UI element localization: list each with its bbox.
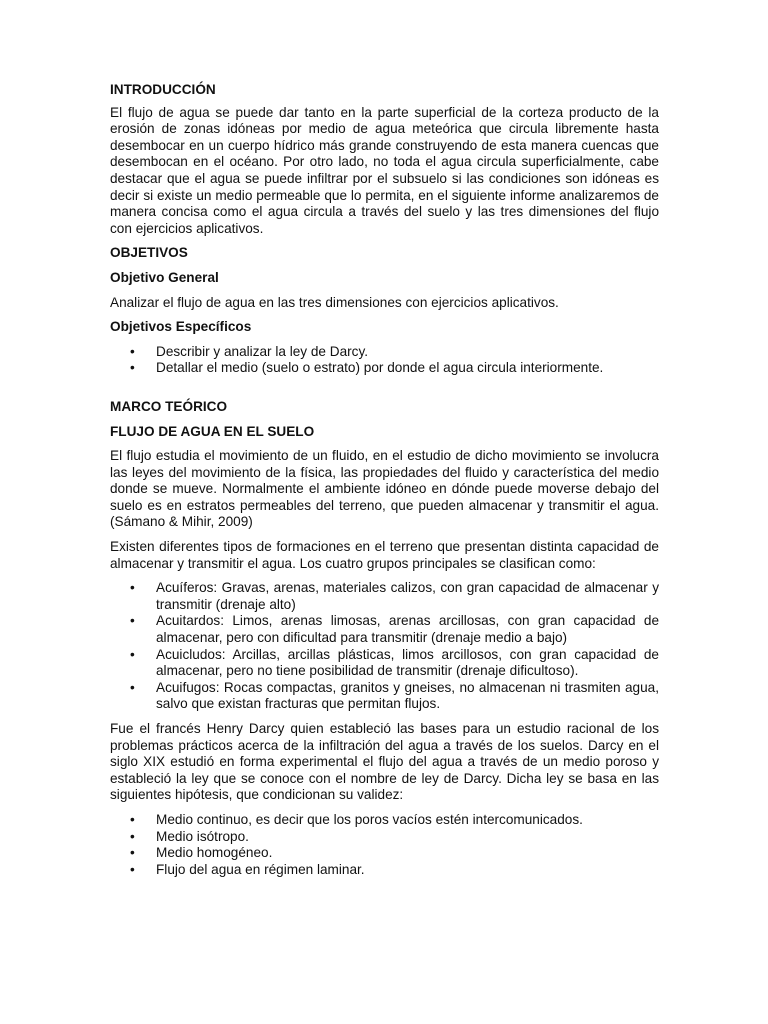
list-item xyxy=(110,613,659,646)
list-item xyxy=(110,580,659,613)
list-item xyxy=(110,360,659,377)
list-item-text: Medio continuo, es decir que los poros vacíos estén intercomunicados. xyxy=(156,811,583,827)
bullet-icon: • xyxy=(130,679,135,695)
objectives-heading: OBJETIVOS xyxy=(110,245,188,261)
bullet-icon: • xyxy=(130,646,135,662)
general-objective-text: Analizar el flujo de agua en las tres dimensiones con ejercicios aplicativos. xyxy=(110,294,559,310)
list-item xyxy=(110,829,659,846)
list-item xyxy=(110,680,659,713)
bullet-icon: • xyxy=(130,861,135,877)
list-item xyxy=(110,344,659,361)
list-item-text: Acuíferos: Gravas, arenas, materiales calizos, con gran capacidad de almacenar y transmitir (drenaje alto) xyxy=(156,580,659,612)
bullet-icon: • xyxy=(130,343,135,359)
bullet-icon: • xyxy=(130,360,135,376)
specific-objectives-heading: Objetivos Específicos xyxy=(110,319,252,335)
flow-heading: FLUJO DE AGUA EN EL SUELO xyxy=(110,423,315,439)
formations-paragraph: Existen diferentes tipos de formaciones en el terreno que presentan distinta capacidad de almacenar y transmitir el agua. Los cuatro grupos principales se clasifican como: xyxy=(110,539,659,571)
list-item-text: Acuifugos: Rocas compactas, granitos y gneises, no almacenan ni trasmiten agua, salvo que existan fracturas que permitan flujos. xyxy=(156,679,659,712)
list-item-text: Acuicludos: Arcillas, arcillas plásticas, limos arcillosos, con gran capacidad de almacenar, pero no tiene posibilidad de transmitir (drenaje dificultoso). xyxy=(156,646,659,679)
list-item-text: Detallar el medio (suelo o estrato) por donde el agua circula interiormente. xyxy=(156,360,604,376)
formations-list xyxy=(110,580,659,713)
bullet-icon: • xyxy=(130,613,135,629)
intro-heading: INTRODUCCIÓN xyxy=(110,82,216,97)
list-item xyxy=(110,812,659,829)
darcy-paragraph: Fue el francés Henry Darcy quien estableció las bases para un estudio racional de los problemas prácticos acerca de la infiltración del agua a través de los suelos. Darcy en el siglo XIX estudió en forma experimental el flujo del agua a través de un medio poroso y estableció la ley que se conoce con el nombre de ley de Darcy. Dicha ley se basa en las siguientes hipótesis, que condicionan su validez: xyxy=(110,721,659,803)
bullet-icon: • xyxy=(130,580,135,596)
list-item-text: Medio homogéneo. xyxy=(156,845,273,861)
list-item xyxy=(110,845,659,862)
list-item-text: Acuitardos: Limos, arenas limosas, arenas arcillosas, con gran capacidad de almacenar, pero con dificultad para transmitir (drenaje medio a bajo) xyxy=(156,613,659,646)
list-item xyxy=(110,647,659,680)
list-item-text: Medio isótropo. xyxy=(156,828,249,844)
list-item-text: Flujo del agua en régimen laminar. xyxy=(156,861,365,877)
general-objective-heading: Objetivo General xyxy=(110,269,219,285)
list-item-text: Describir y analizar la ley de Darcy. xyxy=(156,343,369,359)
document-page xyxy=(110,82,659,878)
framework-heading: MARCO TEÓRICO xyxy=(110,398,228,414)
intro-paragraph: El flujo de agua se puede dar tanto en la parte superficial de la corteza producto de la erosión de zonas idóneas por medio de agua meteórica que circula libremente hasta desembocar en un cuerpo hídrico más grande construyendo de esta manera cuencas que desembocan en el océano. Por otro lado, no toda el agua circula superficialmente, cabe destacar que el agua se puede infiltrar por el subsuelo si las condiciones son idóneas es decir si existe un medio permeable que lo permita, en el siguiente informe analizaremos de manera concisa como el agua circula a través del suelo y las tres dimensiones del flujo con ejercicios aplicativos. xyxy=(110,104,659,236)
list-item xyxy=(110,862,659,879)
specific-objectives-list xyxy=(110,344,659,377)
bullet-icon: • xyxy=(130,811,135,827)
bullet-icon: • xyxy=(130,828,135,844)
hypothesis-list xyxy=(110,812,659,878)
bullet-icon: • xyxy=(130,845,135,861)
flow-paragraph: El flujo estudia el movimiento de un fluido, en el estudio de dicho movimiento se involucra las leyes del movimiento de la física, las propiedades del fluido y característica del medio donde se mueve. Normalmente el ambiente idóneo en dónde puede moverse debajo del suelo es en estratos permeables del terreno, que pueden almacenar y transmitir el agua. (Sámano & Mihir, 2009) xyxy=(110,448,659,530)
